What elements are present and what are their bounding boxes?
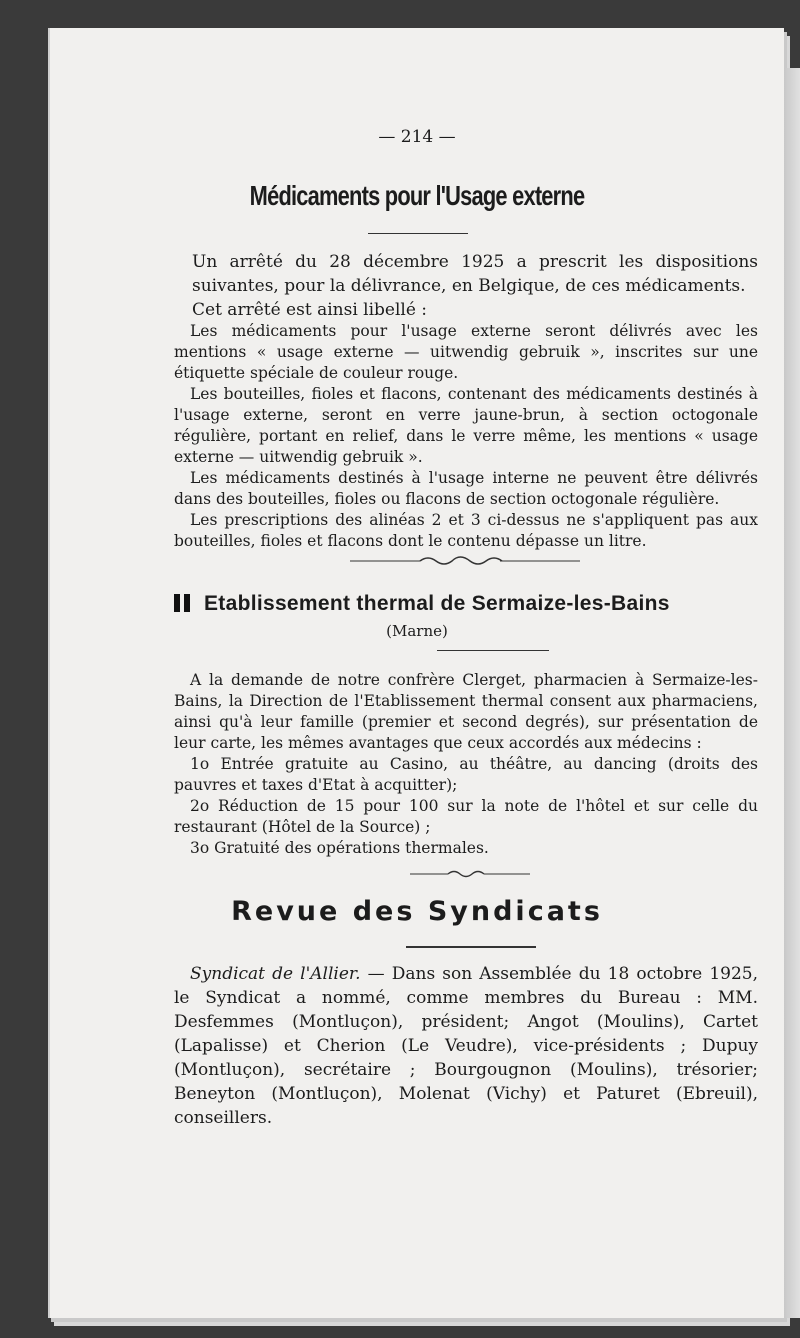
decree-paragraph: Les médicaments destinés à l'usage interne ne peuvent être délivrés dans des bouteilles, fioles ou flacons de section octogonale régulière.: [174, 469, 758, 508]
decree-paragraph: Les médicaments pour l'usage externe seront délivrés avec les mentions « usage externe — uitwendig gebruik », inscrites sur une étiquette spéciale de couleur rouge.: [174, 322, 758, 382]
section-subtitle: (Marne): [386, 622, 448, 640]
syndicat-paragraph: [174, 962, 758, 1130]
intro-paragraph: Un arrêté du 28 décembre 1925 a prescrit les dispositions suivantes, pour la délivrance, en Belgique, de ces médicaments.: [192, 252, 758, 296]
section-title-text: Etablissement thermal de Sermaize-les-Bains: [204, 592, 670, 615]
syndicats-underline: [406, 946, 536, 948]
sermaize-paragraph: 2o Réduction de 15 pour 100 sur la note de l'hôtel et sur celle du restaurant (Hôtel de la Source) ;: [174, 797, 758, 836]
sermaize-text: [174, 670, 758, 859]
document-page: [48, 28, 784, 1318]
small-ornament-icon: [410, 868, 530, 880]
section-intro: [192, 250, 758, 322]
sermaize-paragraph: 3o Gratuité des opérations thermales.: [190, 839, 489, 857]
syndicats-text: [174, 962, 758, 1130]
section-title-syndicats: Revue des Syndicats: [231, 896, 603, 927]
subtitle-underline: [437, 650, 549, 651]
syndicat-name: Syndicat de l'Allier.: [190, 964, 361, 984]
syndicat-body: — Dans son Assemblée du 18 octobre 1925, le Syndicat a nommé, comme membres du Bureau : MM. Desfemmes (Montluçon), président; Angot (Moulins), Cartet (Lapalisse) et Cherion (Le Veudre), vice-présidents ; Dupuy (Montluçon), secrétaire ; Bourgougnon (Moulins), trésorier; Beneyton (Montluçon), Molenat (Vichy) et Paturet (Ebreuil), conseillers.: [174, 964, 758, 1128]
decree-text: [174, 321, 758, 552]
sermaize-paragraph: A la demande de notre confrère Clerget, pharmacien à Sermaize-les-Bains, la Direction de l'Etablissement thermal consent aux pharmaciens, ainsi qu'à leur famille (premier et second degrés), sur présentation de leur carte, les mêmes avantages que ceux accordés aux médecins :: [174, 671, 758, 752]
intro-paragraph: Cet arrêté est ainsi libellé :: [192, 300, 428, 320]
sermaize-paragraph: 1o Entrée gratuite au Casino, au théâtre, au dancing (droits des pauvres et taxes d'Etat à acquitter);: [174, 755, 758, 794]
title-underline: [368, 233, 468, 234]
page-edge: [784, 68, 800, 1318]
page-number: — 214 —: [378, 127, 456, 147]
section-title-sermaize: [174, 592, 758, 616]
section-title-medicaments: Médicaments pour l'Usage externe: [249, 180, 585, 211]
section-marker-icon: [174, 594, 194, 612]
decree-paragraph: Les bouteilles, fioles et flacons, contenant des médicaments destinés à l'usage externe, seront en verre jaune-brun, à section octogonale régulière, portant en relief, dans le verre même, les mentions « usage externe — uitwendig gebruik ».: [174, 385, 758, 466]
decree-paragraph: Les prescriptions des alinéas 2 et 3 ci-dessus ne s'appliquent pas aux bouteilles, fioles et flacons dont le contenu dépasse un litre.: [174, 511, 758, 550]
ornament-divider-icon: [350, 554, 580, 568]
